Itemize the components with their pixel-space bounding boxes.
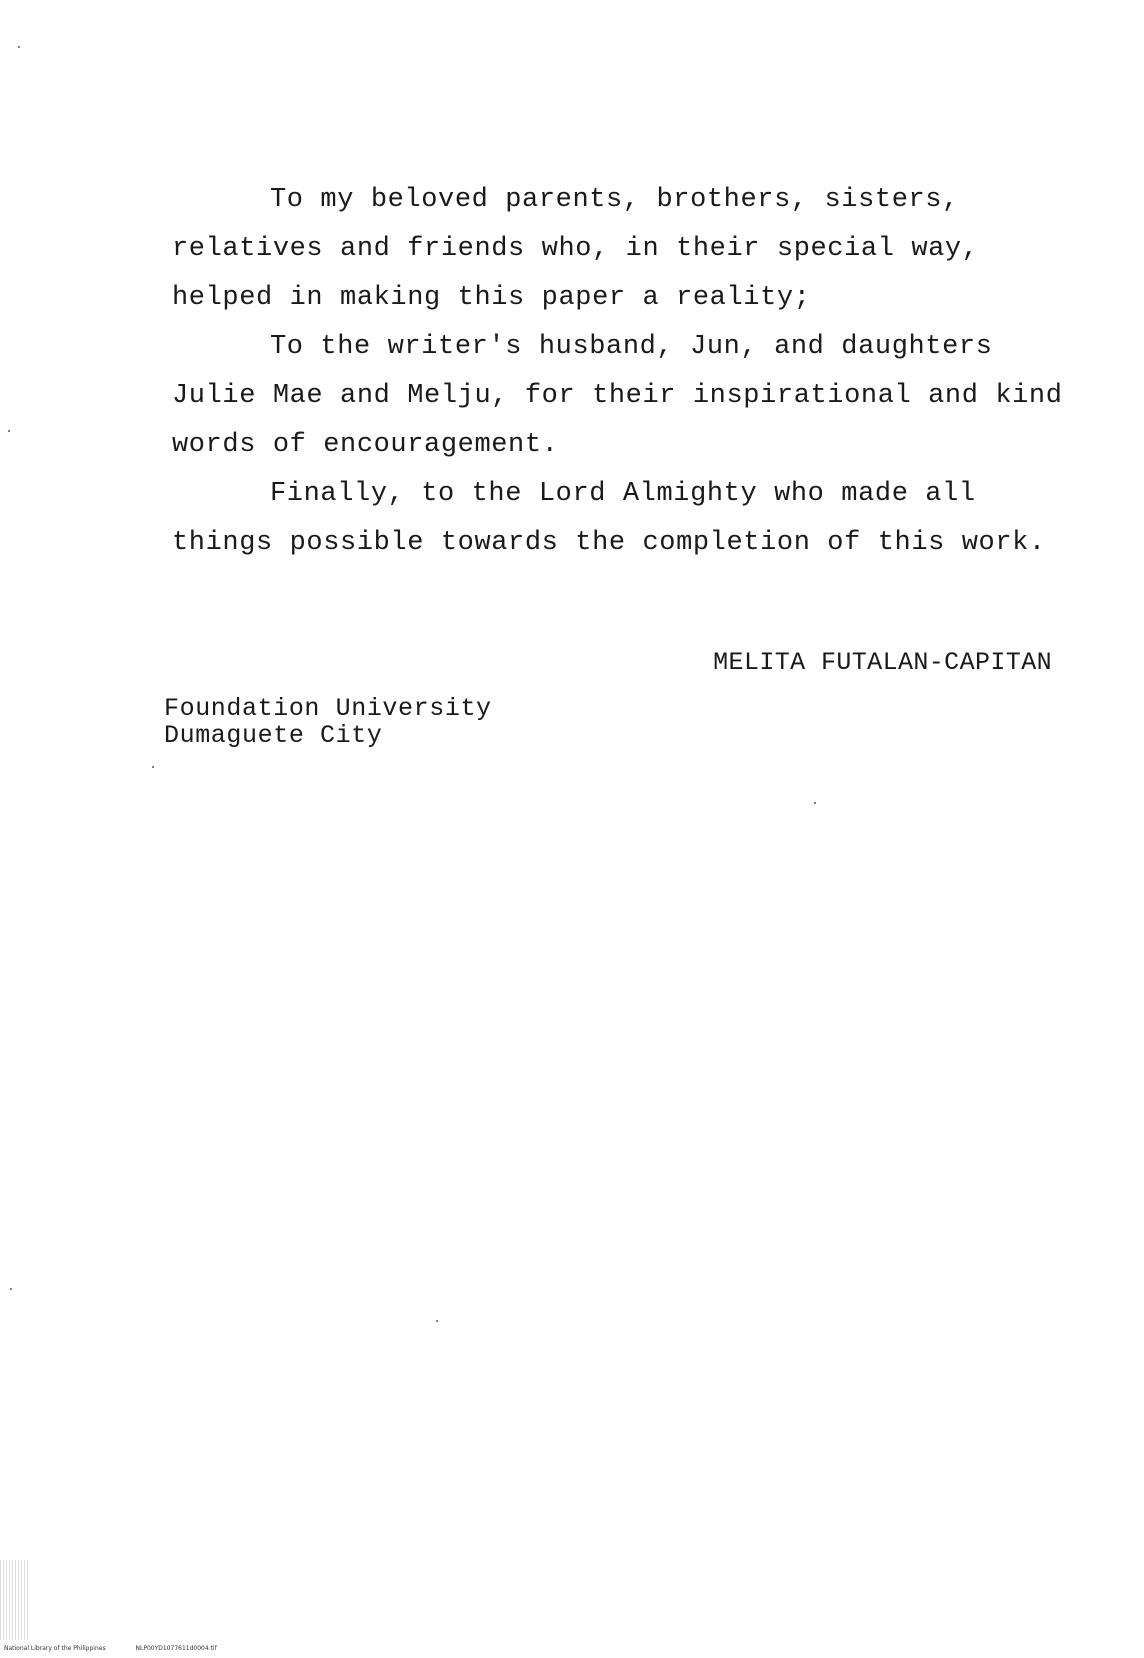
footer-filename: NLP00YD1077611d0004.tif <box>135 1645 217 1652</box>
affiliation-block <box>164 695 492 749</box>
scan-speck <box>436 1320 438 1322</box>
scan-speck <box>10 1288 12 1290</box>
paragraph-lord: Finally, to the Lord Almighty who made all things possible towards the completion of this work. <box>172 479 1046 558</box>
scan-speck <box>814 802 816 804</box>
scan-speck <box>18 46 20 48</box>
scan-edge-noise <box>0 1560 30 1640</box>
footer-library: National Library of the Philippines <box>4 1645 106 1652</box>
affiliation-university: Foundation University <box>164 694 492 723</box>
scan-speck <box>152 766 154 768</box>
paragraph-husband-daughters: To the writer's husband, Jun, and daughters Julie Mae and Melju, for their inspirational and kind words of encouragement. <box>172 332 1063 460</box>
author-signature: MELITA FUTALAN-CAPITAN <box>713 648 1052 677</box>
paragraph-family: To my beloved parents, brothers, sisters, relatives and friends who, in their special way, helped in making this paper a reality; <box>172 185 979 313</box>
scan-speck <box>8 430 10 432</box>
acknowledgment-body <box>172 176 1092 568</box>
affiliation-city: Dumaguete City <box>164 721 383 750</box>
scan-footer <box>4 1645 245 1652</box>
